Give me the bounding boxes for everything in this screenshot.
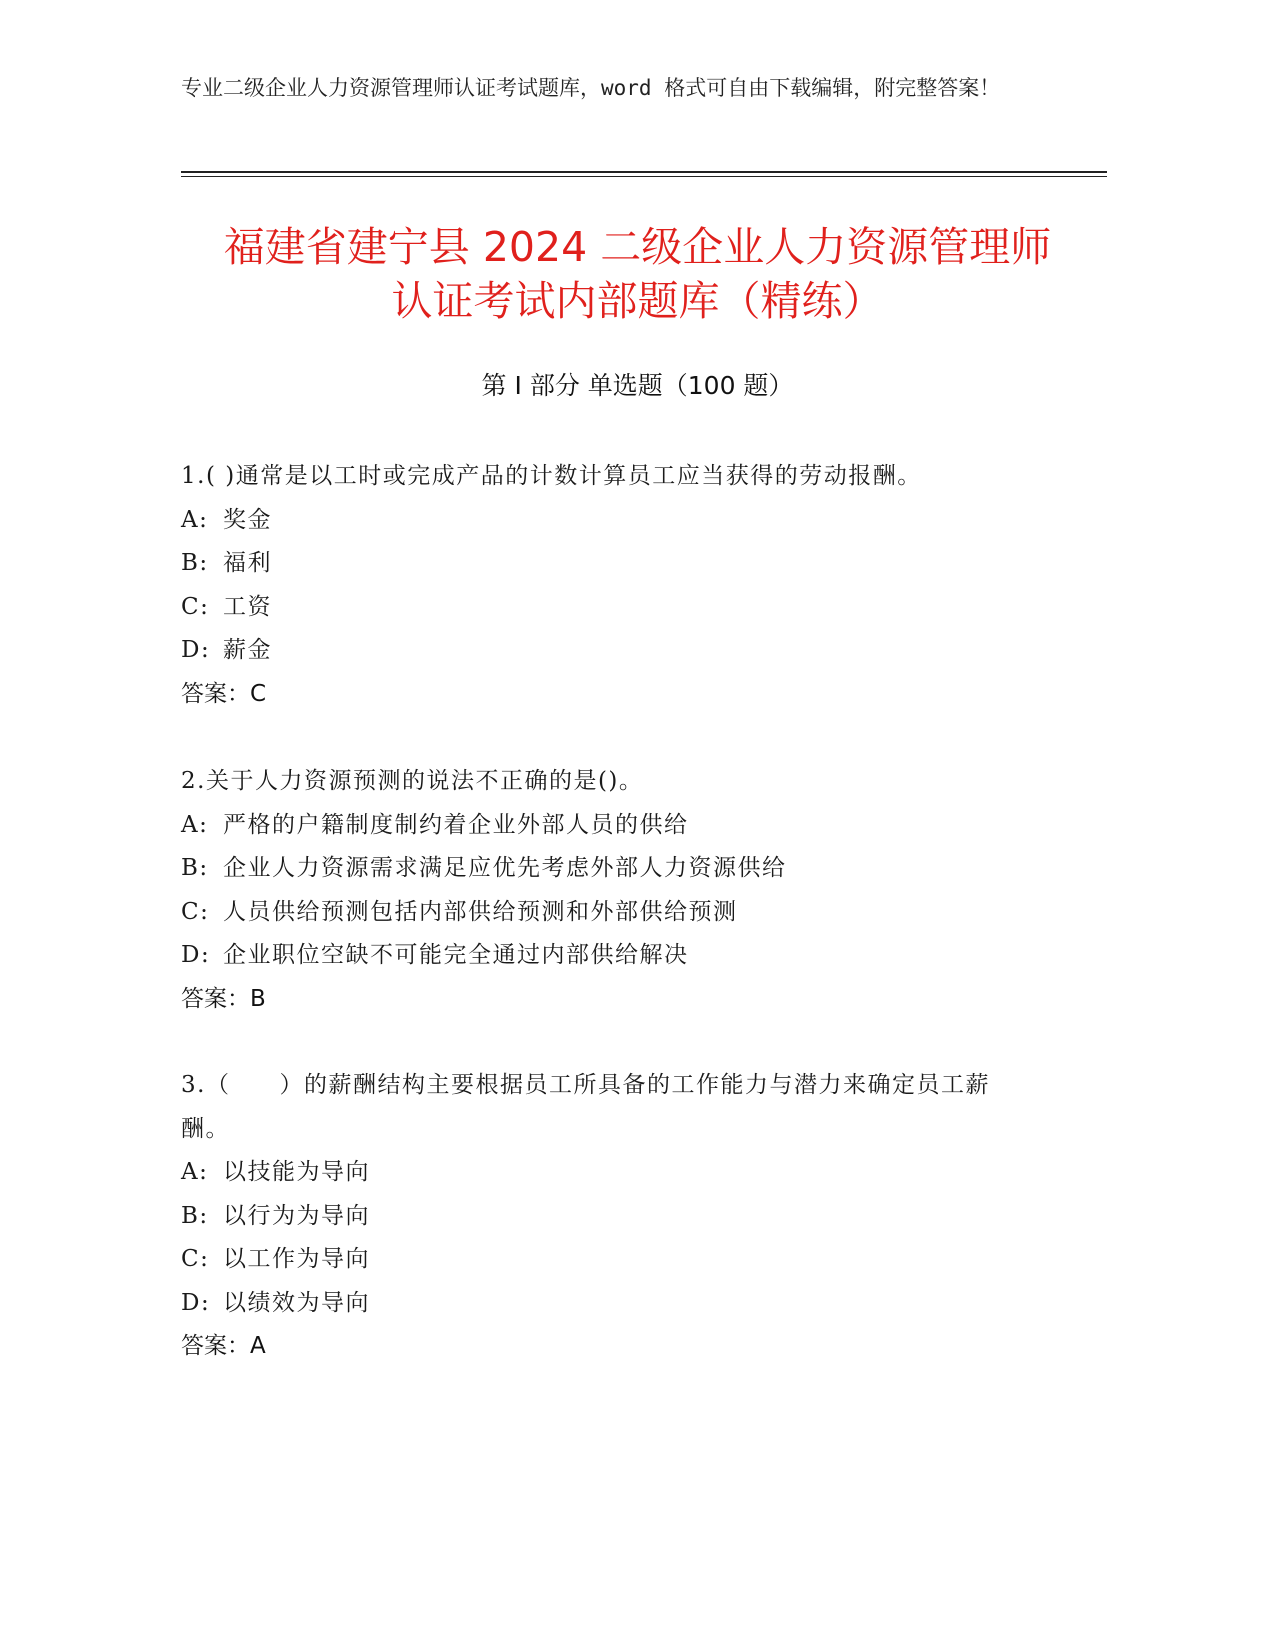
answer-line: 答案：A xyxy=(181,1333,266,1359)
option-b xyxy=(181,847,1061,891)
option-text: 严格的户籍制度制约着企业外部人员的供给 xyxy=(223,811,689,838)
option-key: C: xyxy=(181,1246,210,1272)
option-b xyxy=(181,542,1061,586)
answer-line: 答案：C xyxy=(181,680,267,707)
option-key: C: xyxy=(181,898,210,925)
option-key: B: xyxy=(181,550,209,576)
section-title: 第 I 部分 单选题（100 题） xyxy=(481,371,794,400)
document-title-line-1: 福建省建宁县 2024 二级企业人力资源管理师 xyxy=(223,223,1052,271)
question-stem: 2.关于人力资源预测的说法不正确的是()。 xyxy=(181,768,644,794)
question-1 xyxy=(181,455,1061,716)
option-key: D: xyxy=(181,1289,211,1316)
option-text: 以绩效为导向 xyxy=(223,1289,370,1316)
option-d xyxy=(181,1282,1021,1326)
header-note: 专业二级企业人力资源管理师认证考试题库，word 格式可自由下载编辑，附完整答案！ xyxy=(181,76,1001,100)
question-stem: 3.（ ）的薪酬结构主要根据员工所具备的工作能力与潜力来确定员工薪酬。 xyxy=(181,1072,990,1142)
option-key: A: xyxy=(181,1159,209,1185)
option-c xyxy=(181,586,1061,630)
option-text: 以行为为导向 xyxy=(223,1202,370,1229)
option-text: 工资 xyxy=(223,593,272,620)
question-stem: 1.( )通常是以工时或完成产品的计数计算员工应当获得的劳动报酬。 xyxy=(181,463,922,489)
document-title-line-2: 认证考试内部题库（精练） xyxy=(391,277,884,325)
option-key: D: xyxy=(181,942,211,968)
document-title xyxy=(150,220,1125,328)
option-text: 奖金 xyxy=(223,506,272,533)
header-rule-thin xyxy=(181,176,1107,177)
option-a xyxy=(181,499,1061,543)
option-text: 人员供给预测包括内部供给预测和外部供给预测 xyxy=(223,898,738,925)
option-key: C: xyxy=(181,593,210,620)
option-key: A: xyxy=(181,811,209,838)
option-a xyxy=(181,804,1061,848)
option-key: D: xyxy=(181,637,211,663)
option-c xyxy=(181,891,1061,935)
option-text: 薪金 xyxy=(223,637,272,663)
option-a xyxy=(181,1151,1021,1195)
option-b xyxy=(181,1195,1021,1239)
option-key: A: xyxy=(181,506,209,533)
option-text: 企业职位空缺不可能完全通过内部供给解决 xyxy=(223,942,689,968)
option-d xyxy=(181,629,1061,673)
option-key: B: xyxy=(181,855,209,881)
option-c xyxy=(181,1238,1021,1282)
option-text: 以工作为导向 xyxy=(223,1246,370,1272)
header-rule-thick xyxy=(181,171,1107,173)
option-key: B: xyxy=(181,1202,209,1229)
option-text: 企业人力资源需求满足应优先考虑外部人力资源供给 xyxy=(223,855,787,881)
question-2 xyxy=(181,760,1061,1021)
option-text: 以技能为导向 xyxy=(223,1159,370,1185)
option-text: 福利 xyxy=(223,550,272,576)
answer-line: 答案：B xyxy=(181,985,266,1012)
question-3 xyxy=(181,1064,1021,1369)
option-d xyxy=(181,934,1061,978)
